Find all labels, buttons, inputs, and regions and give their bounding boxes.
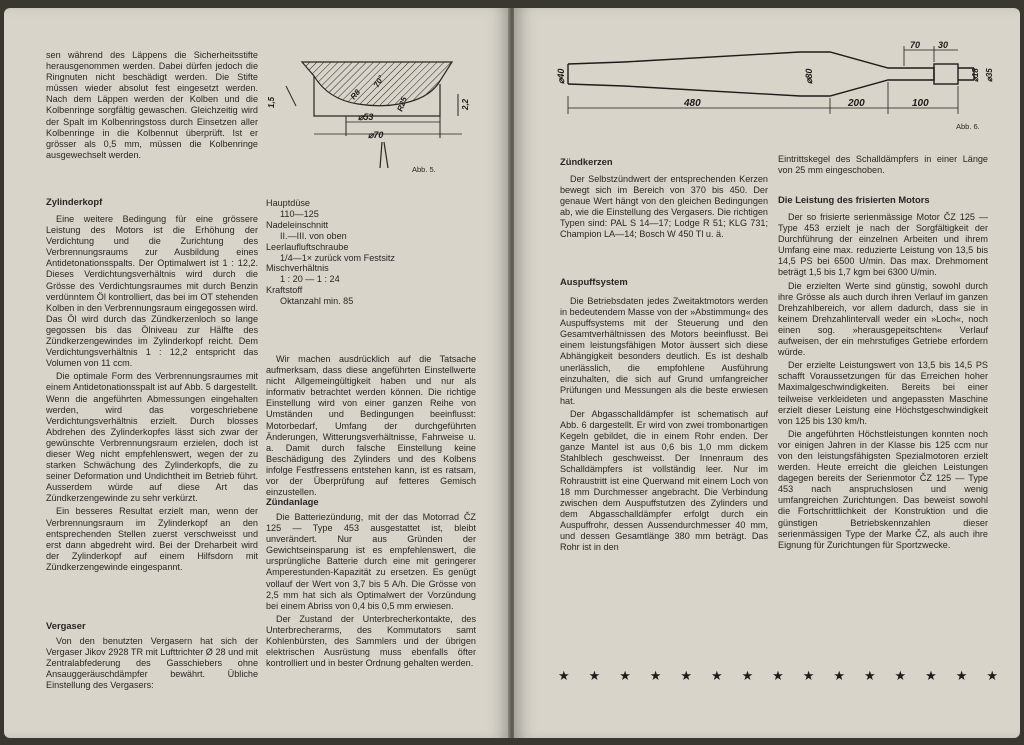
leistung-paragraph-1: Der so frisierte serienmässige Motor ČZ 125 — Type 453 erzielt je nach der Sorgfältigkeit der Durchführung der einzelnen Arbeiten und ihrem Umfang eine max. reduzierte Leistung von 13,5 bis 14,5 PS bei 6500 U/min. Das max. Drehmoment beträgt 1,5 bis 1,7 kgm bei 6300 U/min.	[778, 212, 988, 278]
heading-leistung: Die Leistung des frisierten Motors	[778, 194, 930, 205]
star-icon: ★	[741, 668, 754, 683]
spec-label: Nadeleinschnitt	[266, 219, 329, 230]
star-icon: ★	[986, 668, 998, 683]
spec-label: Hauptdüse	[266, 198, 310, 208]
zuendanlage-paragraph-2: Der Zustand der Unterbrecherkontakte, des Unterbrecherarms, des Kommutators samt Kohlenbürsten, des Sammlers und der übrigen elektrischen Ausrüstung muss ebenfalls öfter kontrolliert und in bester Ordnung gehalten werden.	[266, 613, 476, 669]
zuendanlage-paragraph-1: Die Batteriezündung, mit der das Motorrad ČZ 125 — Type 453 ausgestattet ist, bleibt unverändert. Nur aus Gründen der Gewichtseinsparung ist es empfehlenswert, die ursprüngliche Batterie durch eine mit geringerer Amperestunden-Kapazität zu ersetzen. Es genügt vollauf der Wert von 3,7 bis 5 A/h. Die Grösse von 2,5 mm hat sich als Optimalwert der Vorzündung bei einem Abriss von 0,4 bis 0,5 mm erwiesen.	[266, 512, 476, 611]
vergaser-paragraph-1: Von den benutzten Vergasern hat sich der Vergaser Jikov 2928 TR mit Lufttrichter Ø 28 und mit Zentralabfederung des Gasschiebers ohne Ansauggeräuschdämpfer bewährt. Übliche Einstellung des Vergasers:	[46, 636, 258, 691]
star-icon: ★	[710, 668, 723, 683]
leistung-section	[778, 212, 988, 553]
star-icon: ★	[894, 668, 907, 683]
fig5-dim-d53: ⌀53	[358, 112, 374, 122]
fig6-dim-d18: ⌀18	[971, 68, 980, 82]
fig5-dim-r8: R8	[348, 87, 363, 102]
star-icon: ★	[558, 668, 570, 683]
fig5-dim-1-5: 1,5	[267, 96, 276, 108]
fig6-dim-d35: ⌀35	[985, 68, 994, 82]
auspuff-section	[560, 296, 768, 555]
auspuff-paragraph-1: Die Betriebsdaten jedes Zweitaktmotors werden in bedeutendem Masse von der »Abstimmung« des Auspuffsystems mit der Steuerung und den Gesamtverhältnissen des Motors beeinflusst. Bei einem leistungsfähigen Motor äussert sich diese Abhängigkeit besonders deutlich. Es ist deshalb unerlässlich, die empfohlene Ausführung einzuhalten, die sich auf Grund umfangreicher Prüfungen und Messungen als die beste erwiesen hat.	[560, 296, 768, 406]
heading-zuendkerzen: Zündkerzen	[560, 156, 613, 167]
fig6-dim-200: 200	[848, 98, 865, 109]
zuendkerzen-paragraph-1: Der Selbstzündwert der entsprechenden Kerzen bewegt sich im Bereich von 370 bis 450. Der genaue Wert hängt von den gleichen Bedingungen ab, wie die Einstellung des Vergasers. Die richtigen Typen sind: PAL S 14—17; Lodge R 51; KLG 731; Champion LA—14; Bosch W 450 Tl u. ä.	[560, 174, 768, 240]
intro-paragraph: sen während des Läppens die Sicherheitsstifte herausgenommen werden. Dabei dürfen jedoch die Ringnuten nicht beschädigt werden. Die Stifte müssen wieder absolut fest eingesetzt werden. Nach dem Läppen werden der Kolben und die Kolbenringe sorgfältig gewaschen. Gleichzeitig wird der Spalt im Kolbenringstoss durch Einsetzen aller Kolbenringe in die Kolbennut überprüft. Ist er grösser als 0,5 mm, müssen die Kolbenringe ausgewechselt werden.	[46, 50, 258, 160]
spec-label: Leerlaufluftschraube	[266, 241, 349, 252]
spec-value: Oktanzahl min. 85	[280, 296, 354, 307]
star-icon: ★	[925, 668, 937, 683]
leistung-paragraph-4: Die angeführten Höchstleistungen konnten noch vor einigen Jahren in der Klasse bis 125 ccm nur von den leistungsfähigsten Spezialmotoren erzielt werden. Heute erreicht die gleichen Leistungen dagegen bereits der Serienmotor ČZ 125 — Type 453 nach anspruchslosen und wenig umfangreichen Zurichtungen. Das beweist sowohl die Fortschrittlichkeit der Konstruktion und die günstigen Betriebskennzahlen dieser serienmässigen Type der Marke ČZ, als auch ihre Eignung für Zurichtungen für Sportzwecke.	[778, 428, 988, 550]
spec-value: 110—125	[280, 208, 319, 219]
carburetor-settings-list	[266, 198, 472, 307]
vergaser-section	[46, 636, 258, 693]
star-icon: ★	[619, 668, 631, 683]
zuendanlage-section	[266, 512, 476, 671]
zylinderkopf-paragraph-1: Eine weitere Bedingung für eine grössere Leistung des Motors ist die Erhöhung der Verdichtung und die Zurichtung des Verbrennungsraums zur Ausbildung eines Antidetonationsspalts. Der Optimalwert ist 1 : 12,2. Dieses Verdichtungsverhältnis wird durch die Grösse des Verdichtungsraumes mit durch Benzin verdünntem Öl kontrolliert, das bei im OT stehenden Kolben in den Verbrennungsraum eingegossen wird. Das Öl wird durch das Zündkerzenloch so lange gegossen bis das Ölniveau zur Hälfte des Zündkerzengewindes im Zylinderkopf reicht. Dem Verdichtungsverhältnis 1 : 12,2 entspricht das Volumen von 11 ccm.	[46, 214, 258, 369]
star-icon: ★	[649, 668, 662, 683]
spec-value: II.—III. von oben	[280, 230, 347, 241]
spec-value: 1/4—1× zurück vom Festsitz	[280, 252, 395, 263]
right-intro-paragraph: Eintrittskegel des Schalldämpfers in einer Länge von 25 mm eingeschoben.	[778, 154, 988, 176]
fig5-dim-d70: ⌀70	[368, 130, 384, 140]
star-icon: ★	[588, 668, 601, 683]
fig5-dim-2-2: 2,2	[461, 98, 470, 110]
heading-zuendanlage: Zündanlage	[266, 496, 319, 507]
leistung-paragraph-2: Die erzielten Werte sind günstig, sowohl durch ihre Grösse als auch durch ihren Verlauf im ganzen Drehzahlbereich, vor allem dadurch, dass sie in keinem Drehzahlintervall weder ein »Loch«, noch einen sog. »herausgepeitschten« Verlauf aufweisen, der ein mehrstufiges Getriebe erfordern würde.	[778, 280, 988, 358]
fig6-dim-480: 480	[684, 98, 701, 109]
fig6-dim-100: 100	[912, 98, 929, 109]
figure-5-combustion-chamber	[262, 46, 484, 172]
zuendkerzen-section	[560, 174, 768, 243]
tatsache-paragraph: Wir machen ausdrücklich auf die Tatsache aufmerksam, dass diese angeführten Einstellwerte nicht Allgemeingültigkeit haben und nur als informativ betrachtet werden können. Die richtige Einstellung wird von einer ganzen Reihe von Umständen und Bedingungen beeinflusst: Motorbedarf, Umfang der durchgeführten Änderungen, Witterungsverhältnisse, Fahrweise u. a. Damit durch falsche Einstellung keine Beschädigung des Zylinders und des Kolbens infolge Festfressens entstehen kann, ist es ratsam, vor der Überprüfung auf fetteres Gemisch einzustellen.	[266, 354, 476, 498]
fig6-dim-70: 70	[910, 40, 921, 50]
spec-value: 1 : 20 — 1 : 24	[280, 274, 340, 285]
fig6-dim-30: 30	[938, 40, 949, 50]
left-page	[4, 8, 510, 738]
leistung-paragraph-3: Der erzielte Leistungswert von 13,5 bis 14,5 PS schafft Voraussetzungen für das Erreichen hoher Maximalgeschwindigkeiten. Bereits bei einer teilweise verkleideten und angepassten Maschine erzielt dieser Leistung eine Höchstgeschwindigkeit von 125 bis 130 km/h.	[778, 360, 988, 426]
star-icon: ★	[863, 668, 876, 683]
star-divider-row	[558, 668, 998, 684]
figure-5-caption: Abb. 5.	[412, 165, 436, 174]
fig6-dim-d80: ⌀80	[804, 68, 814, 84]
star-icon: ★	[802, 668, 815, 683]
spec-label: Mischverhältnis	[266, 263, 329, 274]
fig5-dim-angle: 70°	[371, 74, 386, 89]
left-col1-intro	[46, 50, 258, 163]
tatsache-section	[266, 354, 476, 500]
right-col2-intro	[778, 154, 988, 178]
spec-label: Kraftstoff	[266, 285, 303, 296]
heading-vergaser: Vergaser	[46, 620, 86, 631]
zylinderkopf-paragraph-2: Die optimale Form des Verbrennungsraumes mit einem Antidetonationsspalt ist auf Abb. 5 dargestellt. Wenn die angeführten Abmessungen eingehalten werden, wird das vorgeschriebene Verdichtungsverhältnis erzielt. Durch blosses Abdrehen des Zylinderkopfes lässt sich zwar der gewünschte Verbrennungsraum erzielen, doch ist dieser Weg nicht empfehlenswert, wegen der zu starken Schwächung des Zylinderkopfs, die zu seiner Deformation und Undichtheit im Betrieb führt. Ausserdem würde auf diese Art das Zündkerzengewinde zu sehr verkürzt.	[46, 371, 258, 504]
star-icon: ★	[772, 668, 784, 683]
figure-6-caption: Abb. 6.	[956, 122, 980, 131]
right-page	[514, 8, 1020, 738]
zylinderkopf-section	[46, 214, 258, 575]
heading-auspuffsystem: Auspuffsystem	[560, 276, 628, 287]
star-icon: ★	[955, 668, 968, 683]
star-icon: ★	[680, 668, 693, 683]
auspuff-paragraph-2: Der Abgasschalldämpfer ist schematisch auf Abb. 6 dargestellt. Er wird von zwei trombonartigen Kegeln gebildet, die in einem Rohr enden. Der ganze Mantel ist aus 0,6 bis 1,0 mm dickem Stahlblech geschweisst. Der Innenraum des Schalldämpfers ist vollständig leer. Nur im Rohraustritt ist eine Querwand mit einem Loch von 18 mm Durchmesser angebracht. Die Verbindung zwischen dem Auspuffstutzen des Zylinders und dem Abgasschalldämpfer erfolgt durch ein Auspuffrohr, dessen Aussendurchmesser 40 mm, und dessen Gesamtlänge 380 mm beträgt. Das Rohr ist in den	[560, 408, 768, 553]
heading-zylinderkopf: Zylinderkopf	[46, 196, 103, 207]
fig6-dim-d40: ⌀40	[556, 68, 566, 84]
fig5-dim-r25: R25	[395, 95, 409, 113]
figure-6-exhaust-silencer	[554, 38, 1002, 122]
zylinderkopf-paragraph-3: Ein besseres Resultat erzielt man, wenn der Verbrennungsraum im Zylinderkopf an den entsprechenden Stellen zuerst verschweisst und erst dann abgedreht wird. Bei der Dreharbeit wird der Zylinderkopf auf einem Hilfsdorn mit Zündkerzengewinde eingespannt.	[46, 506, 258, 572]
star-icon: ★	[833, 668, 845, 683]
